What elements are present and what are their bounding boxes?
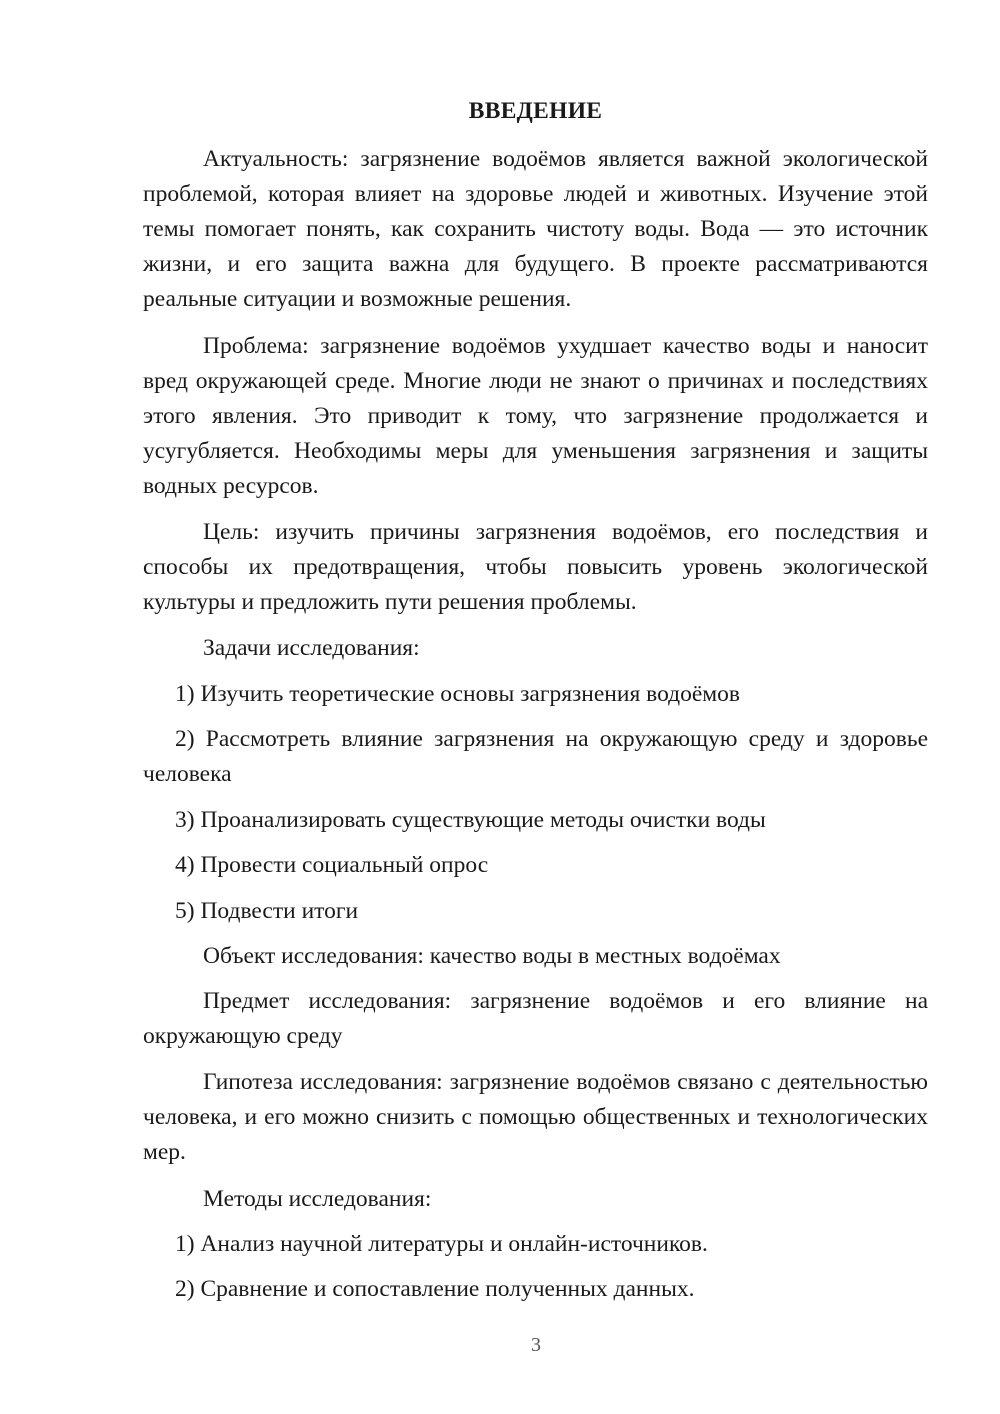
task-item: 2) Рассмотреть влияние загрязнения на окружающую среду и здоровье человека	[143, 726, 928, 787]
object-paragraph: Объект исследования: качество воды в местных водоёмах	[203, 943, 781, 969]
goal-paragraph: Цель: изучить причины загрязнения водоёмов, его последствия и способы их предотвращения, чтобы повысить уровень экологической культуры и предложить пути решения проблемы.	[143, 519, 928, 615]
methods-heading: Методы исследования:	[203, 1186, 432, 1212]
problem-paragraph: Проблема: загрязнение водоёмов ухудшает качество воды и наносит вред окружающей среде. Многие люди не знают о причинах и последствиях этого явления. Это приводит к тому, что загрязнение продолжается и усугубляется. Необходимы меры для уменьшения загрязнения и защиты водных ресурсов.	[143, 333, 928, 499]
task-item: 4) Провести социальный опрос	[175, 852, 489, 878]
task-item: 3) Проанализировать существующие методы очистки воды	[175, 807, 766, 833]
page-number: 3	[531, 1334, 541, 1356]
subject-paragraph: Предмет исследования: загрязнение водоёмов и его влияние на окружающую среду	[143, 988, 928, 1049]
hypothesis-paragraph: Гипотеза исследования: загрязнение водоёмов связано с деятельностью человека, и его можно снизить с помощью общественных и технологических мер.	[143, 1069, 928, 1165]
relevance-paragraph: Актуальность: загрязнение водоёмов является важной экологической проблемой, которая влияет на здоровье людей и животных. Изучение этой темы помогает понять, как сохранить чистоту воды. Вода — это источник жизни, и его защита важна для будущего. В проекте рассматриваются реальные ситуации и возможные решения.	[143, 146, 928, 312]
method-item: 1) Анализ научной литературы и онлайн-источников.	[175, 1231, 708, 1257]
page-title: ВВЕДЕНИЕ	[468, 98, 603, 124]
task-item: 1) Изучить теоретические основы загрязнения водоёмов	[175, 681, 741, 707]
task-item: 5) Подвести итоги	[175, 898, 359, 924]
tasks-heading: Задачи исследования:	[203, 635, 420, 661]
method-item: 2) Сравнение и сопоставление полученных данных.	[175, 1276, 695, 1302]
